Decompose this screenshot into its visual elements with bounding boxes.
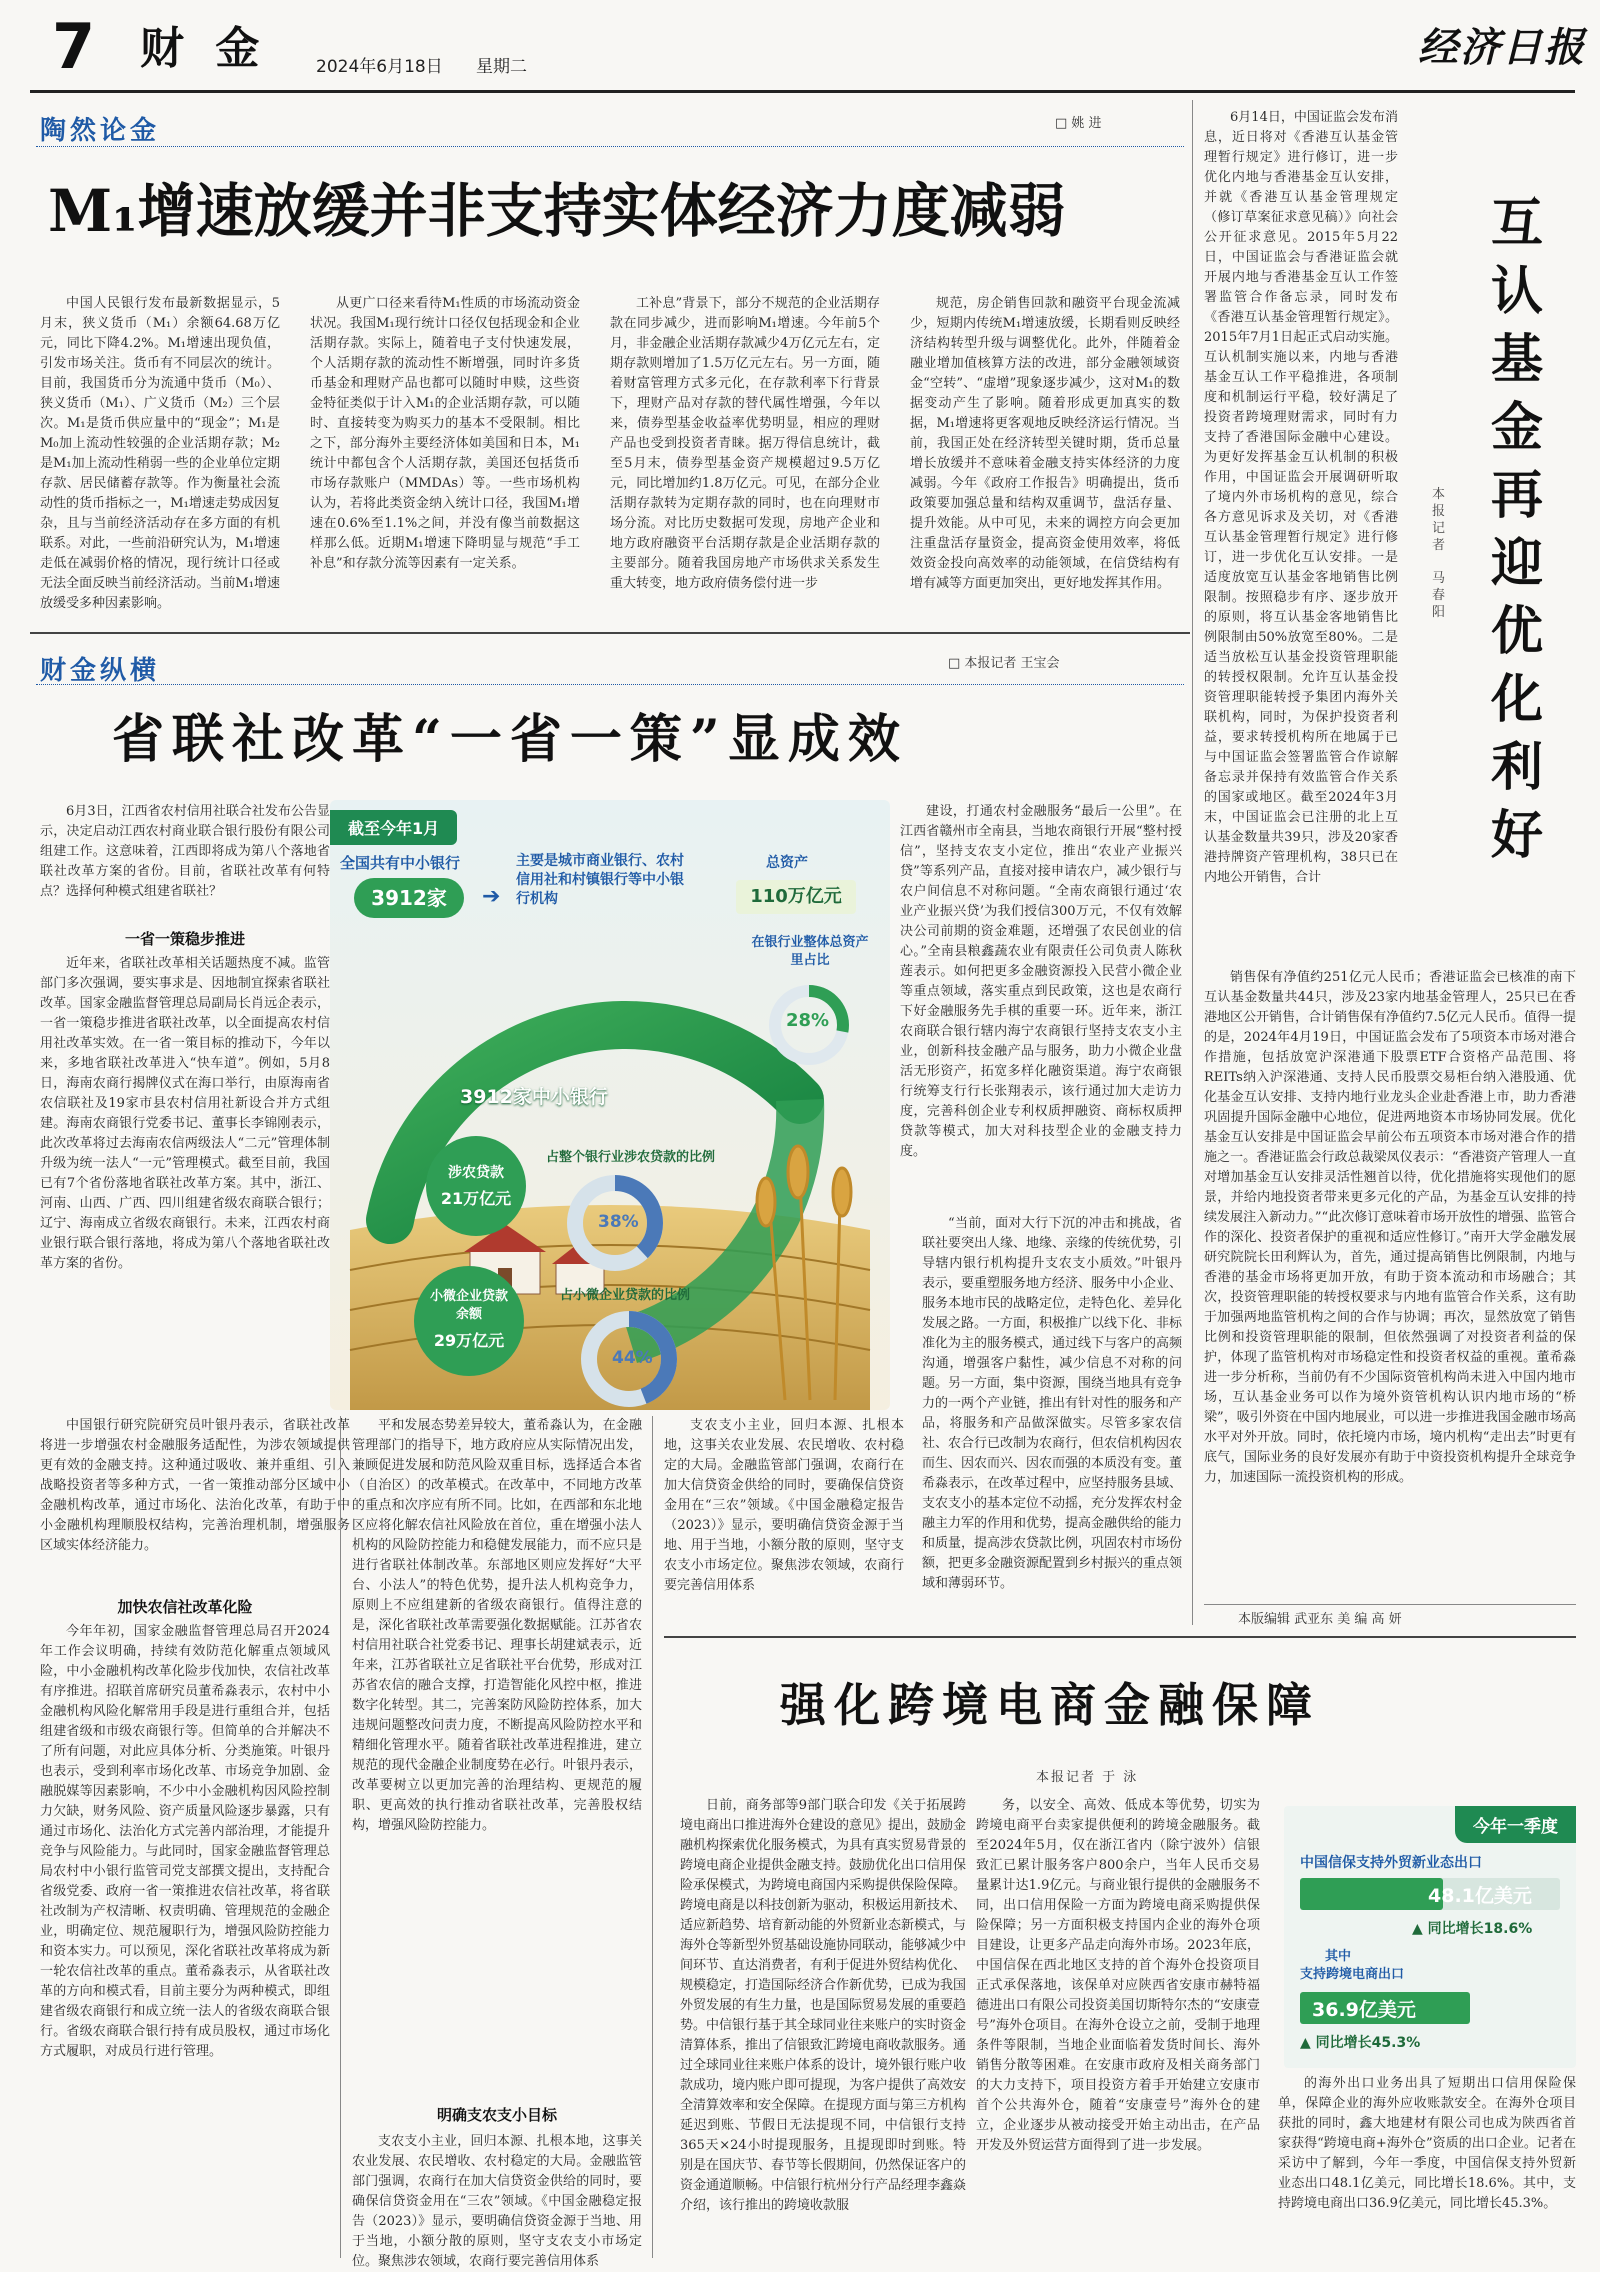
article1-tag-rule (36, 146, 1184, 147)
article3-reporter (1432, 486, 1452, 621)
masthead (0, 0, 1600, 92)
issue-date: 2024年6月18日 (316, 57, 443, 77)
infobox-growth-1 (1412, 1918, 1532, 1938)
info-micro-label: 小微企业贷款余额 (429, 1289, 508, 1322)
infobox-credit-insurance (1284, 1806, 1576, 2068)
article2-col4-bottom: “当前，面对大行下沉的冲击和挑战，省联社要突出人缘、地缘、亲缘的传统优势，引导辖内银行机构提升支农支小质效。”叶银丹表示，要重塑服务地方经济、服务中小企业、服务本地市民的战略定位，走特色化、差异化发展之路。一方面，积极推广以线下化、非标准化为主的服务模式，通过线下与客户的高频沟通，增强客户黏性，减少信息不对称的问题。另一方面，集中资源，围绕当地具有竞争力的一两个产业链，推出有针对性的服务和产品，将服务和产品做深做实。尽管多家农信社、农合行已改制为农商行，但农信机构因农而生、因农而兴、因农而强的本质没有变。董希淼表示，在改革过程中，应坚持服务县域、支农支小的基本定位不动摇，充分发挥农村金融主力军的作用和优势，提高金融供给的能力和质量，提高涉农贷款比例，巩固农村市场份额，把更多金融资源配置到乡村振兴的重点领域和薄弱环节。 (922, 1216, 1183, 1591)
column-tag-taoran: 陶然论金 (40, 116, 161, 146)
info-assets-value: 110万亿元 (736, 880, 856, 914)
info-arrow-1: ➔ (482, 884, 501, 909)
article2-col1-c: 今年年初，国家金融监督管理总局召开2024年工作会议明确，持续有效防范化解重点领域风险，中小金融机构改革化险步伐加快，农信社改革有序推进。招联首席研究员董希淼表示，农村中小金融机构风险化解常用手段是进行重组合并，包括组建省级和市级农商银行等。但简单的合并解决不了所有问题，对此应具体分析、分类施策。叶银丹也表示，受到利率市场化改革、市场竞争加剧、金融脱媒等因素影响，不少中小金融机构因风险控制力欠缺，财务风险、资产质量风险逐步暴露，只有通过市场化、法治化方式完善内部治理，才能提升竞争与风险能力。与此同时，国家金融监督管理总局农村中小银行监管司党支部撰文提出，支持配合省级党委、政府一省一策推进农信社改革，将省联社改制为产权清晰、权责明确、管理规范的金融企业，明确定位、规范履职行为，增强风险防控能力和资本实力。可以预见，深化省联社改革将成为新一轮农信社改革的重点。董希淼表示，从省联社改革的方向和模式看，目前主要分为两种模式，即组建省级农商银行和成立统一法人的省级农商联合银行。省级农商联合银行持有成员股权，通过市场化方式履职，对成员行进行管理。 (40, 1624, 330, 2059)
info-micro-bubble (414, 1266, 524, 1376)
article4-col-2: 务，以安全、高效、低成本等优势，切实为跨境电商平台卖家提供便利的跨境金融服务。截至2024年5月，仅在浙江省内（除宁波外）信银致汇已累计服务客户800余户，当年人民币交易量累计达1.9亿元。与商业银行提供的金融服务不同，出口信用保险一方面为跨境电商采购提供保险保障；另一方面积极支持国内企业的海外仓项目建设，让更多产品走向海外市场。2023年底，中国信保在西北地区支持的首个海外仓投资项目正式承保落地，该保单对应陕西省安康市赫特福德进出口有限公司投资美国切斯特尔杰的“安康壹号”海外仓项目。在海外仓设立之前，受制于地理条件等限制，当地企业面临着发货时间长、海外销售分散等困难。在安康市政府及相关商务部门的大力支持下，项目投资方着手开始建立安康市首个公共海外仓，随着“安康壹号”海外仓的建立，企业逐步从被动接受开始主动出击，在产品开发及外贸运营方面得到了进一步发展。 (976, 1798, 1260, 2153)
article2-col4-top: 建设，打通农村金融服务“最后一公里”。在江西省赣州市全南县，当地农商银行开展“整村授信”，坚持支农支小定位，推出“农业产业振兴贷”等系列产品，直接对接申请农户，减少银行与农户间信息不对称问题。“全南农商银行通过‘农业产业振兴贷’为我们授信300万元，不仅有效解决公司前期的资金难题，还增强了农民创业的信心。”全南县粮鑫蔬农业有限责任公司负责人陈秋莲表示。如何把更多金融资源投入民营小微企业等重点领域，落实重点到民政策，这也是农商行下好金融服务先手棋的重要一环。近年来，浙江农商联合银行辖内海宁农商银行坚持支农支小主业，创新科技金融产品与服务，助力小微企业盘活无形资产，拓宽多样化融资渠道。海宁农商银行统筹支行行长张翔表示，该行通过加大走访力度，完善科创企业专利权质押融资、商标权质押贷款等模式，加大对科技型企业的金融支持力度。 (900, 804, 1182, 1159)
article1-headline: M₁增速放缓并非支持实体经济力度减弱 (48, 177, 1066, 245)
subhead-3: 明确支农支小目标 (436, 2106, 557, 2124)
article4-col-1: 日前，商务部等9部门联合印发《关于拓展跨境电商出口推进海外仓建设的意见》提出，鼓励金融机构探索优化服务模式，为具有真实贸易背景的跨境电商企业提供金融支持。鼓励优化出口信用保险承保模式，为跨境电商国内采购提供保险保障。跨境电商是以科技创新为驱动，积极运用新技术、适应新趋势、培育新动能的外贸新业态新模式，与海外仓等新型外贸基础设施协同联动，能够减少中间环节、直达消费者，有利于促进外贸结构优化、规模稳定，打造国际经济合作新优势，已成为我国外贸发展的有生力量，也是国际贸易发展的重要趋势。中信银行基于其全球同业往来账户的实时资金清算体系，推出了信银致汇跨境电商收款服务。通过全球同业往来账户体系的设计，境外银行账户收款成功，境内账户即可提现，为客户提供了高效安全清算效率和安全保障。在提现方面与第三方机构延迟到账、节假日无法提现不同，中信银行支持365天×24小时提现服务，且提现即时到账。特别是在国庆节、春节等长假期间，仍然保证客户的资金通道顺畅。中信银行杭州分行产品经理李鑫焱介绍，该行推出的跨境收款服 (680, 1798, 967, 2213)
reporter-name: 马春阳 (1432, 571, 1446, 620)
article4-byline: 本报记者 于 泳 (1036, 1770, 1139, 1785)
article4-col-3: 的海外出口业务出具了短期出口信用保险保单，保障企业的海外应收账款安全。在海外仓项目获批的同时，鑫大地建材有限公司也成为陕西省首家获得“跨境电商+海外仓”资质的出口企业。记者在采访中了解到，今年一季度，中国信保支持外贸新业态出口48.1亿美元，同比增长18.6%。其中，支持跨境电商出口36.9亿美元，同比增长45.3%。 (1278, 2076, 1576, 2211)
right-column-divider (1192, 100, 1193, 1625)
info-share-label: 在银行业整体总资产里占比 (751, 935, 869, 968)
page-number: 7 (52, 10, 96, 83)
article3-text-bottom: 销售保有净值约251亿元人民币；香港证监会已核准的南下互认基金数量共44只，涉及23家内地基金管理人，25只已在香港地区公开销售，合计销售保有净值约7.5亿元人民币。值得一提的是，2024年4月19日，中国证监会发布了5项资本市场对港合作措施，包括放宽沪深港通下股票ETF合资格产品范围、将REITs纳入沪深港通、支持人民币股票交易柜台纳入港股通、优化基金互认安排、支持内地行业龙头企业赴香港上市，助力香港巩固提升国际金融中心地位，促进两地资本市场协同发展。优化基金互认安排是中国证监会早前公布五项资本市场对港合作的措施之一。香港证监会行政总裁梁凤仪表示：“香港资产管理人一直对增加基金互认安排灵活性翘首以待，优化措施将实现他们的愿景，并给内地投资者带来更多元化的产品，为基金互认安排的持续发展注入新动力。”“此次修订意味着市场开放性的增强、监管合作的深化、投资者保护的重视和适应性修订。”南开大学金融发展研究院院长田利辉认为，首先，通过提高销售比例限制，内地与香港的基金市场将更加开放，有助于资本流动和市场融合；其次，投资管理职能的转授权要求与内地有监管合作关系，这有助于加强两地监管机构之间的合作与协调；再次，显然放宽了销售比例和投资管理职能的限制，但依然强调了对投资者利益的保护，体现了监管机构对市场稳定性和投资者权益的重视。董希淼进一步分析称，当前仍有不少国际资管机构尚未进入中国内地市场，互认基金业务可以作为境外资管机构认识内地市场的“桥梁”，吸引外资在中国内地展业，可以进一步推进我国金融市场高水平对外开放。同时，依托境内市场，境内机构“走出去”时更有底气，国际业务的良好发展亦有助于中资投资机构提升全球竞争力，加速国际一流投资机构的形成。 (1204, 970, 1576, 1485)
editor-line: 本版编辑 武亚东 美 编 高 妍 (1238, 1612, 1402, 1627)
info-center-label: 3912家中小银行 (460, 1086, 608, 1108)
article3-headline: 互认基金再迎优化利好 (1490, 193, 1543, 866)
growth-2-text: 同比增长45.3% (1315, 2035, 1421, 2051)
infobox-label-2 (1300, 1948, 1404, 1984)
info-assets-label: 总资产 (766, 855, 808, 871)
up-arrow-icon: ▲ (1300, 2035, 1311, 2051)
info-micro-value: 29万亿元 (433, 1331, 505, 1350)
info-total-label: 全国共有中小银行 (340, 854, 461, 872)
article2-col3-a: 支农支小主业，回归本源、扎根本地，这事关农业发展、农民增收、农村稳定的大局。金融监管部门强调，农商行在加大信贷资金供给的同时，要确保信贷资金用在“三农”领域。《中国金融稳定报告（2023）》显示，要明确信贷资金源于当地、用于当地，小额分散的原则，坚守支农支小市场定位。聚焦涉农领域，农商行要完善信用体系 (664, 1418, 904, 1593)
article1-col-4: 规范，房企销售回款和融资平台现金流减少，短期内传统M₁增速放缓，长期看则反映经济结构转型升级与调整优化。此外，伴随着金融业增加值核算方法的改进，部分金融领域资金“空转”、“虚增”现象逐步减少，这对M₁的数据变动产生了影响。随着形成更加真实的数据，M₁增速将更客观地反映经济运行情况。当前，我国正处在经济转型关键时期，货币总量增长放缓并不意味着金融支持实体经济的力度减弱。今年《政府工作报告》明确提出，货币政策要加强总量和结构双重调节，盘活存量、提升效能。从中可见，未来的调控方向会更加注重盘活存量资金，提高资金使用效率，将低效资金投向高效率的动能领域，在信贷结构有增有减等方面更加突出，更好地发挥其作用。 (910, 296, 1180, 591)
info-agri-ratio-label: 占整个银行业涉农贷款的比例 (546, 1150, 716, 1165)
article2-col-divider-2 (652, 1416, 653, 2258)
infobox-title: 今年一季度 (1455, 1806, 1576, 1843)
infobox-value-2: 36.9亿美元 (1312, 1999, 1416, 2021)
article2-headline: 省联社改革“一省一策”显成效 (112, 709, 908, 770)
infographic-banks (330, 800, 890, 1410)
up-arrow-icon: ▲ (1412, 1921, 1423, 1937)
info-agri-ratio: 38% (598, 1212, 639, 1232)
editor-rule (1204, 1604, 1576, 1605)
growth-1-text: 同比增长18.6% (1427, 1921, 1533, 1937)
info-share-value: 28% (786, 1010, 830, 1031)
subhead-1: 一省一策稳步推进 (124, 930, 245, 948)
article2-byline: □ 本报记者 王宝会 (948, 656, 1060, 671)
article4-top-rule (664, 1636, 1576, 1638)
article2-lead: 6月3日，江西省农村信用社联合社发布公告显示，决定启动江西农村商业联合银行股份有限公司组建工作。这意味着，江西即将成为第八个落地省联社改革方案的省份。目前，省联社改革有何特点？选择何种模式组建省联社？ (40, 804, 330, 899)
weekday: 星期二 (476, 57, 527, 77)
article1-col-3: 工补息”背景下，部分不规范的企业活期存款在同步减少，进而影响M₁增速。今年前5个月，非金融企业活期存款减少4万亿元左右，定期存款则增加了1.5万亿元左右。另一方面，随着财富管理方式多元化，在存款利率下行背景下，理财产品对存款的替代属性增强，今年以来，债券型基金收益率优势明显，相应的理财产品也受到投资者青睐。据万得信息统计，截至5月末，债券型基金资产规模超过9.5万亿元，同比增加约1.8万亿元。可见，在部分企业活期存款转为定期存款的同时，也在向理财市场分流。对比历史数据可发现，房地产企业和地方政府融资平台活期存款是企业活期存款的主要部分。随着我国房地产市场供求关系发生重大转变，地方政府债务偿付进一步 (610, 296, 880, 591)
article2-tag-rule (36, 684, 1184, 685)
article2-col1-b: 中国银行研究院研究员叶银丹表示，省联社改革将进一步增强农村金融服务适配性，为涉农领域提供更有效的金融支持。这种通过吸收、兼并重组、引入战略投资者等多种方式，一省一策推动部分区域中小金融机构改革，通过市场化、法治化改革，有助于中小金融机构理顺股权结构，完善治理机制，增强服务区域实体经济能力。 (40, 1418, 350, 1553)
article4-headline: 强化跨境电商金融保障 (780, 1678, 1320, 1732)
infobox-growth-2 (1300, 2032, 1420, 2052)
article1-byline: □ 姚 进 (1055, 116, 1102, 131)
info-total-value: 3912家 (354, 878, 464, 918)
info-micro-ratio: 44% (612, 1348, 653, 1368)
article1-col-2: 从更广口径来看待M₁性质的市场流动资金状况。我国M₁现行统计口径仅包括现金和企业活期存款。实际上，随着电子支付快速发展，个人活期存款的流动性不断增强，同时许多货币基金和理财产品也都可以随时申赎，这些资金特征类似于计入M₁的企业活期存款，可以随时、直接转变为购买力的基本不受限制。相比之下，部分海外主要经济体如美国和日本，M₁统计中都包含个人活期存款，美国还包括货币市场存款账户（MMDAs）等。一些市场机构认为，若将此类资金纳入统计口径，我国M₁增速在0.6%至1.1%之间，并没有像当前数据这样那么低。近期M₁增速下降明显与规范“手工补息”和存款分流等因素有一定关系。 (310, 296, 580, 571)
reporter-label: 本报记者 (1432, 487, 1446, 553)
info-date-label: 截至今年1月 (330, 810, 457, 845)
article1-bottom-rule (30, 632, 1190, 634)
infobox-bar-1-fill (1300, 1878, 1443, 1910)
infobox-label-1: 中国信保支持外贸新业态出口 (1300, 1855, 1482, 1871)
label-2a: 其中 (1324, 1949, 1351, 1964)
info-types-label: 主要是城市商业银行、农村信用社和村镇银行等中小银行机构 (516, 853, 684, 907)
article1-col-1: 中国人民银行发布最新数据显示，5月末，狭义货币（M₁）余额64.68万亿元，同比下降4.2%。M₁增速出现负值，引发市场关注。货币有不同层次的统计。目前，我国货币分为流通中货币（M₀）、狭义货币（M₁）、广义货币（M₂）三个层次。M₁是货币供应量中的“现金”；M₁是M₀加上流动性较强的企业活期存款；M₂是M₁加上流动性稍弱一些的企业单位定期存款、居民储蓄存款等。作为衡量社会流动性的货币指标之一，M₁增速走势成因复杂，且与当前经济活动存在多方面的有机联系。对此，一些前沿研究认为，M₁增速走低在减弱价格的情况，现行统计口径或无法全面反映当前经济活动。当前M₁增速放缓受多种因素影响。 (40, 296, 280, 611)
info-micro-ratio-label: 占小微企业贷款的比例 (560, 1288, 691, 1303)
info-agri-value: 21万亿元 (440, 1189, 512, 1208)
article2-col-divider-1 (340, 1416, 341, 2258)
info-agri-label: 涉农贷款 (448, 1165, 504, 1181)
infobox-value-1: 48.1亿美元 (1428, 1885, 1532, 1907)
article2-col2-a: 平和发展态势差异较大，董希淼认为，在金融管理部门的指导下，地方政府应从实际情况出发，兼顾促进发展和防范风险双重目标，选择适合本省（自治区）的改革模式。在改革中，不同地方改革的重点和次序应有所不同。比如，在西部和东北地区应将化解农信社风险放在首位，重在增强小法人机构的风险防控能力和稳健发展能力，而不应只是进行省联社体制改革。东部地区则应发挥好“大平台、小法人”的特色优势，提升法人机构竞争力，原则上不应组建新的省级农商银行。值得注意的是，深化省联社改革需要强化数据赋能。江苏省农村信用社联合社党委书记、理事长胡建斌表示，近年来，江苏省联社立足省联社平台优势，形成对江苏省农信的融合支撑，打造智能化风控中枢，推进数字化转型。其二，完善案防风险防控体系，加大违规问题整改问责力度，不断提高风险防控水平和精细化管理水平。随着省联社改革进程推进，建立规范的现代金融企业制度势在必行。叶银丹表示，改革要树立以更加完善的治理结构、更规范的履职、更高效的执行推动省联社改革，完善股权结构，增强风险防控能力。 (352, 1418, 642, 1833)
paper-logo: 经济日报 (1418, 24, 1586, 71)
article2-col2-b: 支农支小主业，回归本源、扎根本地，这事关农业发展、农民增收、农村稳定的大局。金融监管部门强调，农商行在加大信贷资金供给的同时，要确保信贷资金用在“三农”领域。《中国金融稳定报告（2023）》显示，要明确信贷资金源于当地、用于当地，小额分散的原则，坚守支农支小市场定位。聚焦涉农领域，农商行要完善信用体系 (352, 2134, 642, 2269)
info-agri-bubble (426, 1136, 526, 1236)
column-tag-caijin: 财金纵横 (40, 656, 161, 686)
masthead-rule (30, 90, 1575, 93)
label-2b: 支持跨境电商出口 (1300, 1967, 1405, 1982)
infobox-bar-2 (1300, 1992, 1470, 2024)
article2-col1-a: 近年来，省联社改革相关话题热度不减。监管部门多次强调，要实事求是、因地制宜探索省联社改革。国家金融监督管理总局副局长肖远企表示，一省一策稳步推进省联社改革，以全面提高农村信用社改革实效。在一省一策目标的推动下，今年以来，多地省联社改革进入“快车道”。例如，5月8日，海南农商行揭牌仪式在海口举行，由原海南省农信联社及19家市县农村信用社新设合并方式组建。海南农商银行党委书记、董事长李锦刚表示，此次改革将过去海南农信两级法人“二元”管理体制升级为统一法人“一元”管理模式。截至目前，我国已有7个省份落地省联社改革方案。其中，浙江、河南、山西、广西、四川组建省级农商联合银行；辽宁、海南成立省级农商银行。未来，江西农村商业银行联合银行落地，将成为第八个落地省联社改革方案的省份。 (40, 956, 330, 1271)
section-title: 财 金 (140, 23, 268, 74)
subhead-2: 加快农信社改革化险 (117, 1598, 253, 1616)
article3-text-top: 6月14日，中国证监会发布消息，近日将对《香港互认基金管理暂行规定》进行修订，进一步优化内地与香港基金互认安排，并就《香港互认基金管理规定（修订草案征求意见稿）》向社会公开征求意见。2015年5月22日，中国证监会与香港证监会就开展内地与香港基金互认工作签署监管合作备忘录，同时发布《香港互认基金管理暂行规定》。2015年7月1日起正式启动实施。互认机制实施以来，内地与香港基金互认工作平稳推进，各项制度和机制运行平稳，较好满足了投资者跨境理财需求，同时有力支持了香港国际金融中心建设。为更好发挥基金互认机制的积极作用，中国证监会开展调研听取了境内外市场机构的意见，综合各方意见诉求及关切，对《香港互认基金管理暂行规定》进行修订，进一步优化互认安排。一是适度放宽互认基金客地销售比例限制。按照稳步有序、逐步放开的原则，将互认基金客地销售比例限制由50%放宽至80%。二是适当放松互认基金投资管理职能的转授权限制。允许互认基金投资管理职能转授予集团内海外关联机构，同时，为保护投资者利益，要求转授机构所在地属于已与中国证监会签署监管合作谅解备忘录并保持有效监管合作关系的国家或地区。截至2024年3月末，中国证监会已注册的北上互认基金数量共39只，涉及20家香港持牌资产管理机构，38只已在内地公开销售，合计 (1204, 110, 1398, 885)
infobox-bar-1 (1300, 1878, 1560, 1910)
